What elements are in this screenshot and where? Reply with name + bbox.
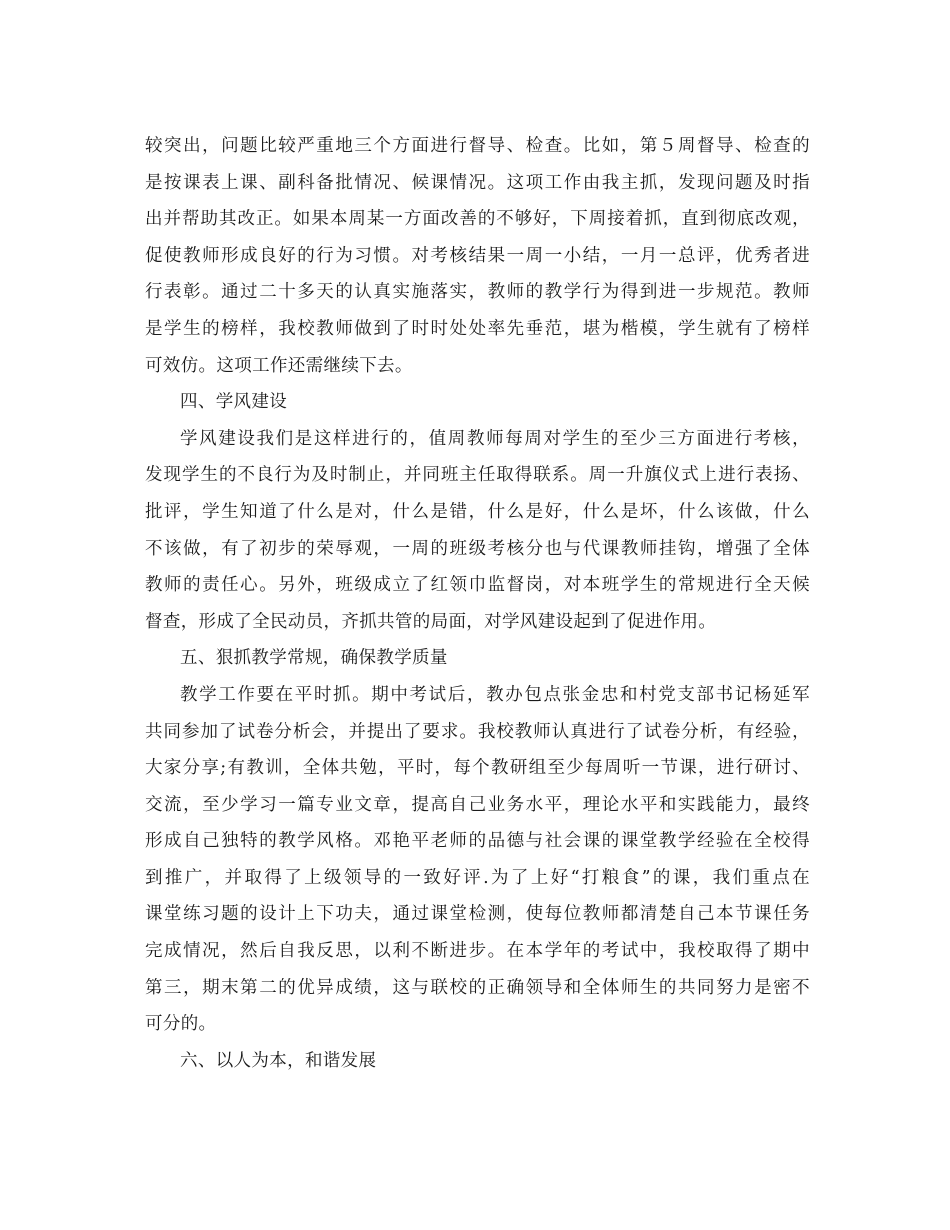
section-heading-people-oriented: 六、以人为本，和谐发展 (180, 1050, 377, 1071)
text-line: 督查，形成了全民动员，齐抓共管的局面，对学风建设起到了促进作用。 (145, 611, 717, 632)
text-line: 是学生的榜样，我校教师做到了时时处处率先垂范，堪为楷模，学生就有了榜样 (145, 318, 810, 339)
text-line: 形成自己独特的教学风格。邓艳平老师的品德与社会课的课堂教学经验在全校得 (145, 831, 810, 852)
text-line: 行表彰。通过二十多天的认真实施落实，教师的教学行为得到进一步规范。教师 (145, 282, 810, 303)
text-line: 较突出，问题比较严重地三个方面进行督导、检查。比如，第５周督导、检查的 (145, 136, 810, 156)
section-heading-teaching-routine: 五、狠抓教学常规，确保教学质量 (180, 648, 448, 669)
text-line: 可分的。 (145, 1014, 217, 1035)
text-line: 到推广，并取得了上级领导的一致好评.为了上好“打粮食”的课，我们重点在 (145, 867, 810, 888)
paragraph-teacher-conduct (145, 128, 810, 384)
paragraph-teaching-routine (145, 677, 810, 1043)
text-line: 促使教师形成良好的行为习惯。对考核结果一周一小结，一月一总评，优秀者进 (145, 245, 810, 266)
text-line: 发现学生的不良行为及时制止，并同班主任取得联系。周一升旗仪式上进行表扬、 (145, 465, 810, 486)
text-line: 大家分享;有教训，全体共勉，平时，每个教研组至少每周听一节课，进行研讨、 (145, 758, 810, 779)
text-line: 完成情况，然后自我反思，以利不断进步。在本学年的考试中，我校取得了期中 (145, 941, 810, 962)
text-line: 出并帮助其改正。如果本周某一方面改善的不够好，下周接着抓，直到彻底改观， (145, 209, 810, 230)
text-line: 可效仿。这项工作还需继续下去。 (145, 355, 413, 376)
text-line: 交流，至少学习一篇专业文章，提高自己业务水平，理论水平和实践能力，最终 (145, 794, 810, 815)
text-line: 共同参加了试卷分析会，并提出了要求。我校教师认真进行了试卷分析，有经验， (145, 721, 810, 742)
text-line: 不该做，有了初步的荣辱观，一周的班级考核分也与代课教师挂钩，增强了全体 (145, 538, 810, 559)
document-body (145, 128, 810, 1079)
text-line: 批评，学生知道了什么是对，什么是错，什么是好，什么是坏，什么该做，什么 (145, 501, 810, 522)
paragraph-study-style (145, 421, 810, 641)
text-line: 教学工作要在平时抓。期中考试后，教办包点张金忠和村党支部书记杨延军 (180, 684, 810, 705)
text-line: 教师的责任心。另外，班级成立了红领巾监督岗，对本班学生的常规进行全天候 (145, 575, 810, 596)
text-line: 是按课表上课、副科备批情况、候课情况。这项工作由我主抓，发现问题及时指 (145, 172, 810, 193)
text-line: 第三，期末第二的优异成绩，这与联校的正确领导和全体师生的共同努力是密不 (145, 977, 810, 998)
section-heading-study-style: 四、学风建设 (180, 392, 288, 413)
text-line: 学风建设我们是这样进行的，值周教师每周对学生的至少三方面进行考核， (180, 428, 810, 449)
text-line: 课堂练习题的设计上下功夫，通过课堂检测，使每位教师都清楚自己本节课任务 (145, 904, 810, 925)
